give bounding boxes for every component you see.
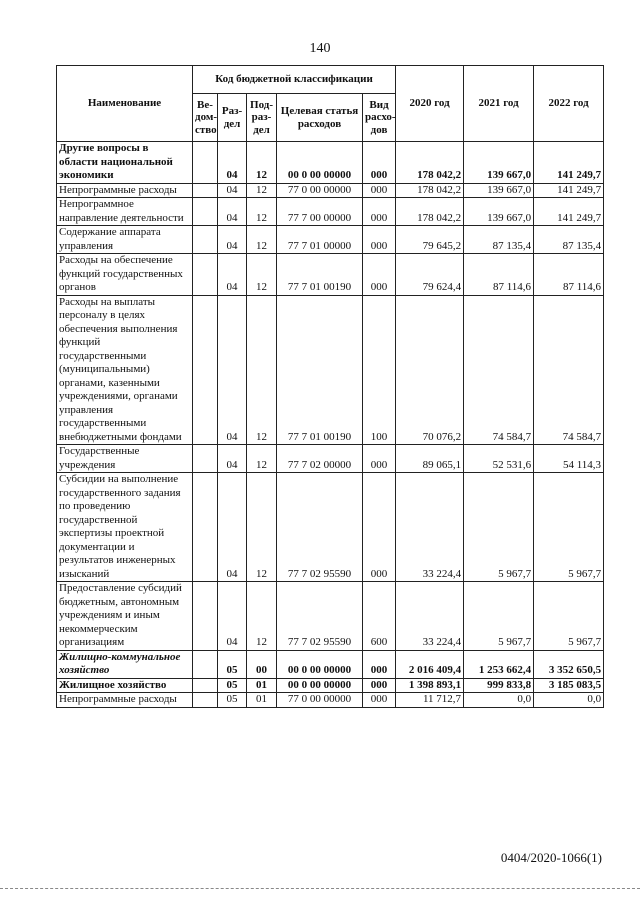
header-razdel: Раз-дел [218, 94, 247, 142]
row-value-2022: 5 967,7 [534, 473, 604, 582]
row-podrazdel: 01 [247, 693, 277, 708]
row-name: Содержание аппарата управления [57, 226, 193, 254]
row-vedomstvo [193, 650, 218, 678]
row-value-2021: 999 833,8 [464, 678, 534, 693]
row-target: 77 7 01 00190 [277, 295, 363, 445]
row-target: 77 0 00 00000 [277, 183, 363, 198]
row-name: Непрограммные расходы [57, 693, 193, 708]
row-vedomstvo [193, 198, 218, 226]
table-body [57, 142, 604, 708]
header-2021: 2021 год [464, 66, 534, 142]
row-podrazdel: 12 [247, 445, 277, 473]
row-value-2020: 79 645,2 [396, 226, 464, 254]
row-razdel: 04 [218, 183, 247, 198]
row-razdel: 04 [218, 226, 247, 254]
table-row [57, 183, 604, 198]
row-value-2020: 1 398 893,1 [396, 678, 464, 693]
row-vid: 000 [363, 473, 396, 582]
row-value-2020: 79 624,4 [396, 254, 464, 296]
row-value-2022: 74 584,7 [534, 295, 604, 445]
table-row [57, 473, 604, 582]
row-target: 77 7 02 95590 [277, 473, 363, 582]
table-row [57, 295, 604, 445]
row-razdel: 05 [218, 693, 247, 708]
row-value-2020: 89 065,1 [396, 445, 464, 473]
row-podrazdel: 12 [247, 198, 277, 226]
row-vedomstvo [193, 254, 218, 296]
row-razdel: 04 [218, 254, 247, 296]
row-value-2021: 74 584,7 [464, 295, 534, 445]
row-vedomstvo [193, 582, 218, 651]
row-target: 77 7 00 00000 [277, 198, 363, 226]
row-value-2020: 11 712,7 [396, 693, 464, 708]
row-name: Жилищно-коммунальное хозяйство [57, 650, 193, 678]
header-podrazdel: Под-раз-дел [247, 94, 277, 142]
row-vedomstvo [193, 226, 218, 254]
row-value-2021: 139 667,0 [464, 183, 534, 198]
table-row [57, 198, 604, 226]
row-value-2020: 33 224,4 [396, 473, 464, 582]
row-value-2022: 141 249,7 [534, 142, 604, 184]
row-value-2022: 0,0 [534, 693, 604, 708]
row-podrazdel: 00 [247, 650, 277, 678]
row-vedomstvo [193, 445, 218, 473]
row-vid: 600 [363, 582, 396, 651]
header-vid: Вид расхо-дов [363, 94, 396, 142]
table-row [57, 582, 604, 651]
budget-table [56, 65, 604, 708]
row-value-2022: 87 135,4 [534, 226, 604, 254]
row-value-2022: 141 249,7 [534, 198, 604, 226]
row-value-2022: 87 114,6 [534, 254, 604, 296]
row-vid: 100 [363, 295, 396, 445]
row-podrazdel: 12 [247, 254, 277, 296]
row-razdel: 04 [218, 473, 247, 582]
row-value-2021: 87 114,6 [464, 254, 534, 296]
row-vid: 000 [363, 183, 396, 198]
row-name: Жилищное хозяйство [57, 678, 193, 693]
row-vid: 000 [363, 142, 396, 184]
header-name: Наименование [57, 66, 193, 142]
row-vedomstvo [193, 473, 218, 582]
row-value-2020: 178 042,2 [396, 198, 464, 226]
page-number: 140 [309, 41, 331, 56]
row-vedomstvo [193, 295, 218, 445]
row-name: Предоставление субсидий бюджетным, автономным учреждениям и иным некоммерческим организациям [57, 582, 193, 651]
row-vedomstvo [193, 678, 218, 693]
table-row [57, 693, 604, 708]
row-razdel: 04 [218, 445, 247, 473]
row-target: 77 7 02 00000 [277, 445, 363, 473]
row-podrazdel: 12 [247, 183, 277, 198]
row-vid: 000 [363, 254, 396, 296]
row-vedomstvo [193, 693, 218, 708]
row-name: Другие вопросы в области национальной экономики [57, 142, 193, 184]
header-vedomstvo: Ве-дом-ство [193, 94, 218, 142]
row-value-2021: 5 967,7 [464, 582, 534, 651]
row-podrazdel: 12 [247, 226, 277, 254]
row-name: Непрограммные расходы [57, 183, 193, 198]
row-value-2020: 178 042,2 [396, 183, 464, 198]
row-razdel: 05 [218, 678, 247, 693]
table-row [57, 445, 604, 473]
header-2022: 2022 год [534, 66, 604, 142]
header-target: Целевая статья расходов [277, 94, 363, 142]
row-razdel: 04 [218, 582, 247, 651]
row-podrazdel: 12 [247, 473, 277, 582]
header-2020: 2020 год [396, 66, 464, 142]
header-code-group: Код бюджетной классификации [193, 66, 396, 94]
row-value-2021: 139 667,0 [464, 198, 534, 226]
row-vid: 000 [363, 693, 396, 708]
row-target: 00 0 00 00000 [277, 142, 363, 184]
row-vid: 000 [363, 198, 396, 226]
row-razdel: 04 [218, 198, 247, 226]
table-row [57, 226, 604, 254]
row-value-2021: 87 135,4 [464, 226, 534, 254]
row-target: 00 0 00 00000 [277, 650, 363, 678]
row-podrazdel: 12 [247, 295, 277, 445]
row-name: Расходы на выплаты персоналу в целях обеспечения выполнения функций государственными (муниципальными) органами, казенными учреждениями, органами управления государственными внебюджетными фондами [57, 295, 193, 445]
row-vid: 000 [363, 226, 396, 254]
row-target: 77 7 01 00000 [277, 226, 363, 254]
row-name: Расходы на обеспечение функций государственных органов [57, 254, 193, 296]
row-vid: 000 [363, 445, 396, 473]
row-name: Государственные учреждения [57, 445, 193, 473]
row-value-2020: 33 224,4 [396, 582, 464, 651]
row-target: 77 7 02 95590 [277, 582, 363, 651]
row-vedomstvo [193, 142, 218, 184]
row-value-2022: 54 114,3 [534, 445, 604, 473]
row-podrazdel: 01 [247, 678, 277, 693]
row-value-2021: 0,0 [464, 693, 534, 708]
table-row [57, 254, 604, 296]
row-target: 77 0 00 00000 [277, 693, 363, 708]
row-razdel: 05 [218, 650, 247, 678]
document-code: 0404/2020-1066(1) [500, 850, 602, 865]
row-razdel: 04 [218, 295, 247, 445]
table-row [57, 650, 604, 678]
row-value-2020: 178 042,2 [396, 142, 464, 184]
row-value-2021: 5 967,7 [464, 473, 534, 582]
row-value-2020: 70 076,2 [396, 295, 464, 445]
row-value-2020: 2 016 409,4 [396, 650, 464, 678]
row-target: 00 0 00 00000 [277, 678, 363, 693]
row-name: Субсидии на выполнение государственного задания по проведению государственной экспертизы проектной документации и результатов инженерных изысканий [57, 473, 193, 582]
row-target: 77 7 01 00190 [277, 254, 363, 296]
row-razdel: 04 [218, 142, 247, 184]
row-value-2021: 1 253 662,4 [464, 650, 534, 678]
row-name: Непрограммное направление деятельности [57, 198, 193, 226]
row-value-2021: 139 667,0 [464, 142, 534, 184]
row-vid: 000 [363, 678, 396, 693]
row-value-2021: 52 531,6 [464, 445, 534, 473]
row-value-2022: 141 249,7 [534, 183, 604, 198]
row-value-2022: 5 967,7 [534, 582, 604, 651]
table-row [57, 142, 604, 184]
scan-edge-line [0, 888, 640, 889]
row-value-2022: 3 352 650,5 [534, 650, 604, 678]
row-podrazdel: 12 [247, 142, 277, 184]
row-value-2022: 3 185 083,5 [534, 678, 604, 693]
table-row [57, 678, 604, 693]
row-vid: 000 [363, 650, 396, 678]
row-vedomstvo [193, 183, 218, 198]
row-podrazdel: 12 [247, 582, 277, 651]
